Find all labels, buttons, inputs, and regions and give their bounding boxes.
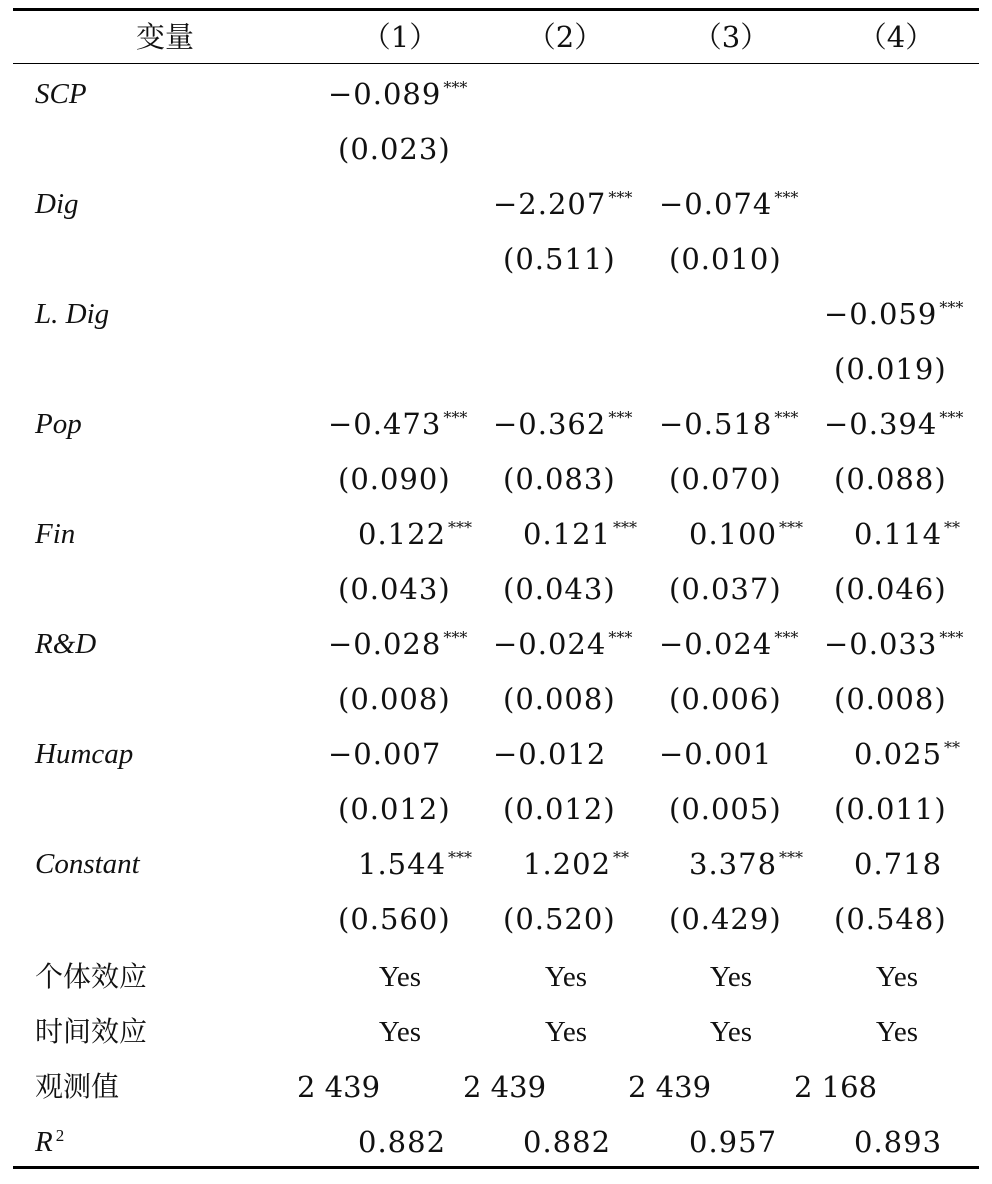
coefficient-cell [854,514,960,559]
bottom-rule [13,1166,979,1169]
standard-error-cell: (0.008) [503,682,616,716]
coefficient-cell [523,844,629,889]
variable-label: L. Dig [35,298,110,330]
variable-label: R&D [35,628,97,660]
significance-stars: *** [779,518,804,537]
coefficient-value: −0.473 [328,407,442,441]
standard-error-cell: (0.023) [338,132,451,166]
header-rule [13,63,979,64]
time-effect-value: Yes [544,1016,588,1048]
standard-error-cell: (0.548) [834,902,947,936]
coefficient-value: 3.378 [689,847,778,881]
coefficient-cell [689,514,803,559]
significance-stars: *** [608,628,633,647]
coefficient-cell [493,404,632,449]
r-squared-value: 0.882 [523,1125,612,1159]
standard-error-cell: (0.090) [338,462,451,496]
r-squared-letter: R [35,1126,53,1158]
significance-stars: *** [774,628,799,647]
time-effect-value: Yes [875,1016,919,1048]
coefficient-value: −0.074 [659,187,773,221]
significance-stars: ** [613,848,630,867]
coefficient-cell [328,74,467,119]
standard-error-cell: (0.012) [503,792,616,826]
coefficient-cell [523,514,637,559]
individual-effect-value: Yes [709,961,753,993]
r-squared-value: 0.882 [358,1125,447,1159]
time-effect-label: 时间效应 [35,1015,148,1048]
coefficient-value: 0.121 [523,517,612,551]
r-squared-value: 0.957 [689,1125,778,1159]
coefficient-cell [659,404,798,449]
coefficient-value: 0.100 [689,517,778,551]
header-col-3: （3） [692,20,770,54]
significance-stars: *** [443,628,468,647]
coefficient-value: −0.394 [824,407,938,441]
variable-label: Constant [35,848,140,880]
coefficient-value: −2.207 [493,187,607,221]
significance-stars: ** [944,518,961,537]
coefficient-cell [358,844,472,889]
standard-error-cell: (0.083) [503,462,616,496]
header-col-2: （2） [526,20,604,54]
significance-stars: *** [774,408,799,427]
standard-error-cell: (0.012) [338,792,451,826]
time-effect-value: Yes [709,1016,753,1048]
standard-error-cell: (0.088) [834,462,947,496]
coefficient-value: −0.059 [824,297,938,331]
coefficient-cell [824,294,963,339]
variable-label: Dig [35,188,79,220]
individual-effect-label: 个体效应 [35,960,148,993]
observations-value: 2 439 [297,1070,381,1104]
significance-stars: *** [608,408,633,427]
coefficient-value: 0.025 [854,737,943,771]
significance-stars: *** [939,408,964,427]
r-squared-superscript: 2 [55,1126,65,1145]
header-variable: 变量 [135,20,194,54]
standard-error-cell: (0.008) [834,682,947,716]
coefficient-value: −0.024 [493,627,607,661]
individual-effect-value: Yes [875,961,919,993]
coefficient-value: −0.001 [659,737,773,771]
coefficient-value: 1.544 [358,847,447,881]
standard-error-cell: (0.429) [669,902,782,936]
coefficient-cell [659,734,772,774]
coefficient-cell [493,624,632,669]
significance-stars: *** [613,518,638,537]
standard-error-cell: (0.006) [669,682,782,716]
r-squared-label [35,1122,64,1166]
coefficient-value: −0.007 [328,737,442,771]
coefficient-cell [824,624,963,669]
standard-error-cell: (0.560) [338,902,451,936]
individual-effect-value: Yes [378,961,422,993]
coefficient-value: −0.033 [824,627,938,661]
top-rule [13,8,979,11]
significance-stars: *** [774,188,799,207]
significance-stars: *** [443,408,468,427]
standard-error-cell: (0.520) [503,902,616,936]
coefficient-cell [659,184,798,229]
coefficient-value: −0.028 [328,627,442,661]
coefficient-value: 0.122 [358,517,447,551]
standard-error-cell: (0.010) [669,242,782,276]
standard-error-cell: (0.005) [669,792,782,826]
time-effect-value: Yes [378,1016,422,1048]
coefficient-value: 0.718 [854,847,943,881]
coefficient-value: 0.114 [854,517,943,551]
coefficient-cell [824,404,963,449]
observations-value: 2 439 [628,1070,712,1104]
coefficient-cell [689,844,803,889]
significance-stars: *** [779,848,804,867]
variable-label: SCP [35,78,87,110]
coefficient-cell [854,844,942,884]
individual-effect-value: Yes [544,961,588,993]
coefficient-cell [328,624,467,669]
standard-error-cell: (0.511) [503,242,616,276]
significance-stars: *** [939,298,964,317]
coefficient-cell [493,734,606,774]
observations-label: 观测值 [35,1070,120,1103]
standard-error-cell: (0.011) [834,792,947,826]
observations-value: 2 439 [463,1070,547,1104]
coefficient-cell [493,184,632,229]
variable-label: Humcap [35,738,134,770]
coefficient-cell [854,734,960,779]
coefficient-value: −0.518 [659,407,773,441]
standard-error-cell: (0.070) [669,462,782,496]
significance-stars: *** [443,78,468,97]
significance-stars: *** [448,518,473,537]
standard-error-cell: (0.008) [338,682,451,716]
significance-stars: *** [448,848,473,867]
standard-error-cell: (0.037) [669,572,782,606]
standard-error-cell: (0.043) [503,572,616,606]
observations-value: 2 168 [794,1070,878,1104]
standard-error-cell: (0.046) [834,572,947,606]
r-squared-value: 0.893 [854,1125,943,1159]
coefficient-cell [328,734,441,774]
standard-error-cell: (0.043) [338,572,451,606]
coefficient-value: −0.024 [659,627,773,661]
standard-error-cell: (0.019) [834,352,947,386]
coefficient-cell [328,404,467,449]
header-col-1: （1） [361,20,439,54]
coefficient-cell [358,514,472,559]
significance-stars: *** [608,188,633,207]
significance-stars: ** [944,738,961,757]
coefficient-value: −0.089 [328,77,442,111]
coefficient-value: −0.012 [493,737,607,771]
coefficient-value: −0.362 [493,407,607,441]
coefficient-cell [659,624,798,669]
header-col-4: （4） [857,20,935,54]
variable-label: Pop [35,408,82,440]
variable-label: Fin [35,518,76,550]
coefficient-value: 1.202 [523,847,612,881]
significance-stars: *** [939,628,964,647]
